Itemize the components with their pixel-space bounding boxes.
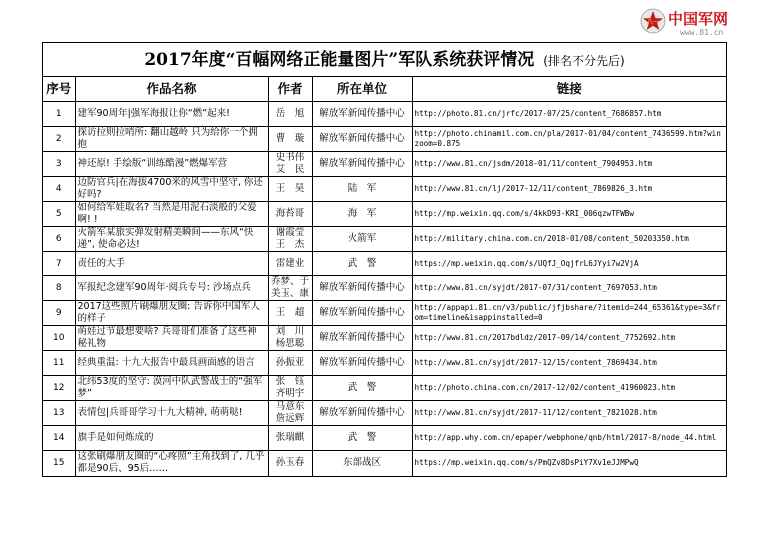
header-no: 序号	[43, 77, 75, 102]
cell-link[interactable]: http://photo.chinamil.com.cn/pla/2017-01/04/content_7436599.htm?winzoom=0.875	[412, 127, 726, 152]
cell-unit: 武 警	[312, 376, 412, 401]
cell-work-title: 火箭军某旅实弹发射精美瞬间——东风“快递”, 使命必达!	[75, 227, 268, 252]
award-table-document	[42, 42, 727, 477]
table-row	[43, 326, 726, 351]
cell-link[interactable]: http://www.81.cn/syjdt/2017-12/15/content_7869434.htm	[412, 351, 726, 376]
cell-no: 7	[43, 252, 75, 276]
title-note: (排名不分先后)	[543, 54, 625, 68]
cell-work-title: 责任的大手	[75, 252, 268, 276]
cell-work-title: 边防官兵|在海拔4700米的风雪中坚守, 你还好吗?	[75, 177, 268, 202]
cell-unit: 解放军新闻传播中心	[312, 401, 412, 426]
cell-author: 马意东 詹远辉	[268, 401, 312, 426]
cell-link[interactable]: https://mp.weixin.qq.com/s/UQfJ_OqjfrL6JYyi7w2VjA	[412, 252, 726, 276]
logo-name: 中国军网	[668, 10, 729, 28]
cell-no: 13	[43, 401, 75, 426]
cell-work-title: 军报纪念建军90周年·阅兵专号: 沙场点兵	[75, 276, 268, 301]
table-row	[43, 127, 726, 152]
cell-work-title: 旗手是如何炼成的	[75, 426, 268, 451]
cell-unit: 武 警	[312, 426, 412, 451]
cell-work-title: 2017这些照片刷爆朋友圈: 告诉你中国军人的样子	[75, 301, 268, 326]
table-row	[43, 202, 726, 227]
table-header-row	[43, 77, 726, 102]
table-row	[43, 227, 726, 252]
cell-link[interactable]: http://appapi.81.cn/v3/public/jfjbshare/?itemid=244_65361&type=3&from=timeline&isappinstalled=0	[412, 301, 726, 326]
cell-link[interactable]: http://www.81.cn/lj/2017-12/11/content_7869826_3.htm	[412, 177, 726, 202]
cell-no: 15	[43, 451, 75, 476]
cell-link[interactable]: https://mp.weixin.qq.com/s/PmQZv8DsPiY7Xv1eJJMPwQ	[412, 451, 726, 476]
cell-work-title: 表情包|兵哥哥学习十九大精神, 萌萌哒!	[75, 401, 268, 426]
cell-no: 5	[43, 202, 75, 227]
cell-link[interactable]: http://military.china.com.cn/2018-01/08/content_50203350.htm	[412, 227, 726, 252]
cell-unit: 解放军新闻传播中心	[312, 276, 412, 301]
cell-unit: 海 军	[312, 202, 412, 227]
cell-author: 王 超	[268, 301, 312, 326]
cell-work-title: 经典重温: 十九大报告中最具画面感的语言	[75, 351, 268, 376]
table-row	[43, 276, 726, 301]
cell-author: 谢霞莹 王 杰	[268, 227, 312, 252]
table-row	[43, 426, 726, 451]
cell-unit: 武 警	[312, 252, 412, 276]
cell-unit: 解放军新闻传播中心	[312, 127, 412, 152]
cell-link[interactable]: http://www.81.cn/jsdm/2018-01/11/content_7904953.htm	[412, 152, 726, 177]
header-link: 链接	[412, 77, 726, 102]
cell-author: 曹 璇	[268, 127, 312, 152]
cell-no: 6	[43, 227, 75, 252]
cell-no: 4	[43, 177, 75, 202]
cell-unit: 火箭军	[312, 227, 412, 252]
cell-no: 1	[43, 102, 75, 127]
cell-link[interactable]: http://www.81.cn/2017bdldz/2017-09/14/content_7752692.htm	[412, 326, 726, 351]
cell-no: 12	[43, 376, 75, 401]
table-row	[43, 401, 726, 426]
award-table	[43, 77, 726, 476]
cell-unit: 解放军新闻传播中心	[312, 152, 412, 177]
logo-url: www.81.cn	[680, 28, 724, 37]
cell-author: 史书伟 艾 民	[268, 152, 312, 177]
cell-work-title: 建军90周年|强军海报让你“燃”起来!	[75, 102, 268, 127]
army-star-icon	[640, 8, 666, 34]
cell-work-title: 神还原! 手绘版“训练酷漫”燃爆军营	[75, 152, 268, 177]
table-row	[43, 451, 726, 476]
table-row	[43, 102, 726, 127]
cell-no: 9	[43, 301, 75, 326]
page-title	[43, 43, 726, 77]
cell-work-title: 探访拉则拉哨所: 翻山越岭 只为给你一个拥抱	[75, 127, 268, 152]
cell-no: 10	[43, 326, 75, 351]
header-work: 作品名称	[75, 77, 268, 102]
site-logo[interactable]	[640, 6, 756, 42]
cell-unit: 东部战区	[312, 451, 412, 476]
cell-author: 海苔哥	[268, 202, 312, 227]
cell-unit: 解放军新闻传播中心	[312, 102, 412, 127]
cell-author: 王 昊	[268, 177, 312, 202]
table-row	[43, 376, 726, 401]
cell-no: 2	[43, 127, 75, 152]
table-row	[43, 152, 726, 177]
table-row	[43, 351, 726, 376]
cell-work-title: 北纬53度的坚守: 漠河中队武警战士的“强军梦”	[75, 376, 268, 401]
cell-unit: 陆 军	[312, 177, 412, 202]
cell-link[interactable]: http://photo.81.cn/jrfc/2017-07/25/content_7686857.htm	[412, 102, 726, 127]
cell-unit: 解放军新闻传播中心	[312, 326, 412, 351]
cell-link[interactable]: http://www.81.cn/syjdt/2017-11/12/content_7821028.htm	[412, 401, 726, 426]
cell-no: 3	[43, 152, 75, 177]
table-row	[43, 301, 726, 326]
cell-work-title: 如何给军娃取名? 当然是用泥石淡般的父爱啊! !	[75, 202, 268, 227]
cell-author: 孙振亚	[268, 351, 312, 376]
cell-no: 14	[43, 426, 75, 451]
cell-work-title: 萌娃过节最想要啥? 兵哥哥们准备了这些神秘礼物	[75, 326, 268, 351]
cell-unit: 解放军新闻传播中心	[312, 351, 412, 376]
cell-author: 张 钰 齐明宇	[268, 376, 312, 401]
header-author: 作者	[268, 77, 312, 102]
cell-link[interactable]: http://app.why.com.cn/epaper/webphone/qnb/html/2017-8/node_44.html	[412, 426, 726, 451]
cell-link[interactable]: http://photo.china.com.cn/2017-12/02/content_41960023.htm	[412, 376, 726, 401]
table-row	[43, 177, 726, 202]
cell-link[interactable]: http://www.81.cn/syjdt/2017-07/31/content_7697053.htm	[412, 276, 726, 301]
cell-no: 11	[43, 351, 75, 376]
cell-author: 孙玉春	[268, 451, 312, 476]
cell-author: 刘 川 杨思聪	[268, 326, 312, 351]
cell-author: 张瑞麒	[268, 426, 312, 451]
cell-work-title: 这张刷爆朋友圈的“心疼照”主角找到了, 几乎都是90后、95后……	[75, 451, 268, 476]
cell-author: 岳 旭	[268, 102, 312, 127]
cell-author: 雷建业	[268, 252, 312, 276]
table-row	[43, 252, 726, 276]
svg-text:八一: 八一	[646, 19, 660, 26]
header-unit: 所在单位	[312, 77, 412, 102]
cell-link[interactable]: http://mp.weixin.qq.com/s/4kkD93-KRI_006qzwTFWBw	[412, 202, 726, 227]
cell-no: 8	[43, 276, 75, 301]
cell-author: 乔梦、于美玉、康	[268, 276, 312, 301]
table-body	[43, 102, 726, 476]
cell-unit: 解放军新闻传播中心	[312, 301, 412, 326]
title-main: 2017年度“百幅网络正能量图片”军队系统获评情况	[144, 50, 535, 70]
